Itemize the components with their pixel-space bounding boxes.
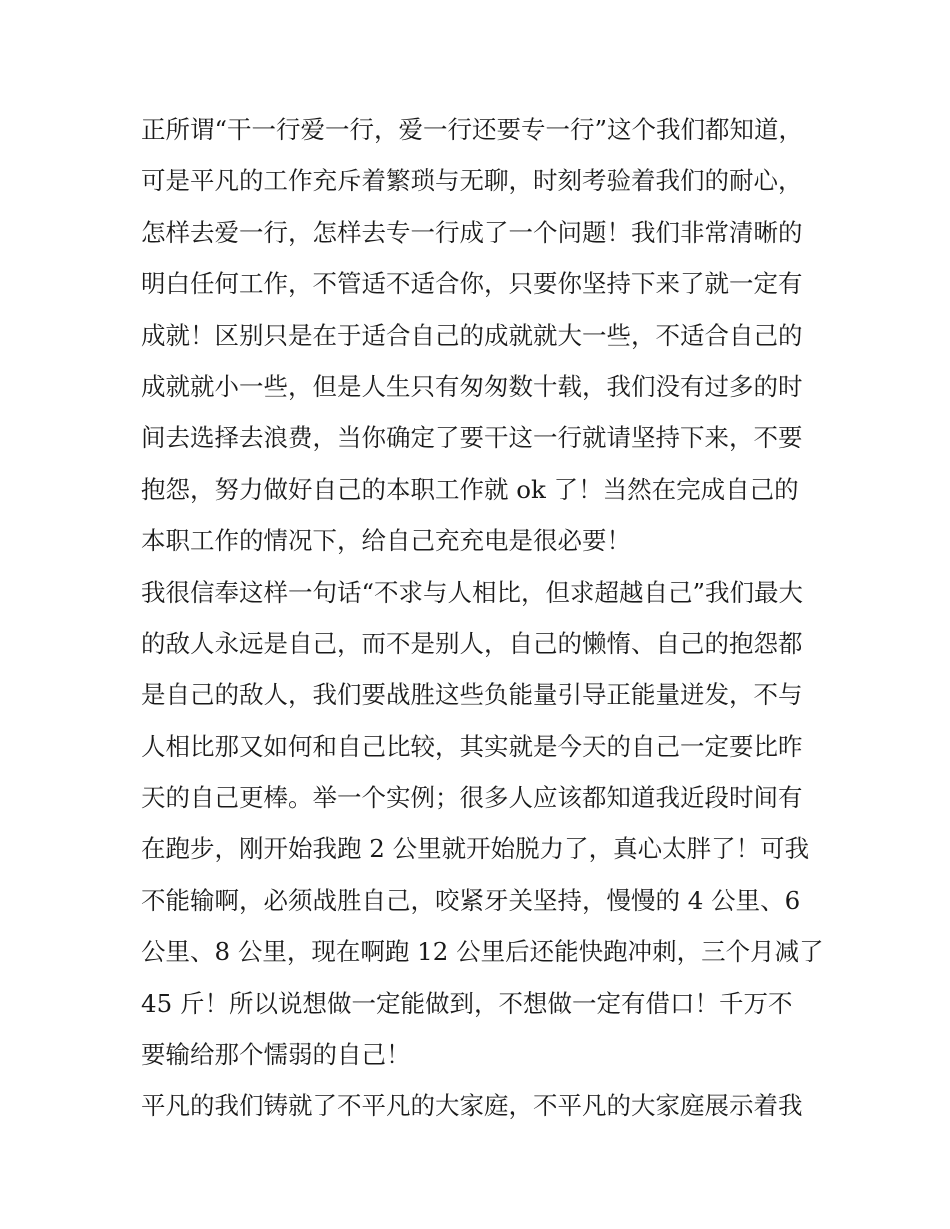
text-line: 成就就小一些，但是人生只有匆匆数十载，我们没有过多的时 [141, 371, 803, 401]
text-line: 人相比那又如何和自己比较，其实就是今天的自己一定要比昨 [141, 731, 803, 761]
text-line: 正所谓“干一行爱一行，爱一行还要专一行”这个我们都知道， [141, 115, 804, 144]
text-line: 明白任何工作，不管适不适合你，只要你坚持下来了就一定有 [141, 269, 803, 299]
text-line: 平凡的我们铸就了不平凡的大家庭，不平凡的大家庭展示着我 [141, 1091, 803, 1121]
text-line: 45 斤！所以说想做一定能做到，不想做一定有借口！千万不 [141, 988, 793, 1018]
body-text [141, 104, 824, 1132]
text-line: 间去选择去浪费，当你确定了要干这一行就请坚持下来，不要 [141, 423, 803, 453]
text-line: 在跑步，刚开始我跑 2 公里就开始脱力了，真心太胖了！可我 [141, 834, 810, 864]
text-line: 本职工作的情况下，给自己充充电是很必要！ [141, 526, 631, 556]
text-line: 不能输啊，必须战胜自己，咬紧牙关坚持，慢慢的 4 公里、6 [141, 885, 801, 915]
text-line: 公里、8 公里，现在啊跑 12 公里后还能快跑冲刺，三个月减了 [141, 937, 824, 967]
text-line: 我很信奉这样一句话“不求与人相比，但求超越自己”我们最大 [141, 577, 804, 607]
text-line: 天的自己更棒。举一个实例；很多人应该都知道我近段时间有 [141, 783, 803, 813]
text-line: 抱怨，努力做好自己的本职工作就 ok 了！当然在完成自己的 [141, 474, 799, 504]
text-line: 可是平凡的工作充斥着繁琐与无聊，时刻考验着我们的耐心， [141, 166, 803, 196]
text-line: 是自己的敌人，我们要战胜这些负能量引导正能量迸发，不与 [141, 680, 803, 710]
text-line: 要输给那个懦弱的自己！ [141, 1040, 411, 1070]
text-line: 怎样去爱一行，怎样去专一行成了一个问题！我们非常清晰的 [141, 217, 803, 247]
text-line: 的敌人永远是自己，而不是别人，自己的懒惰、自己的抱怨都 [141, 628, 803, 658]
text-line: 成就！区别只是在于适合自己的成就就大一些，不适合自己的 [141, 320, 803, 350]
